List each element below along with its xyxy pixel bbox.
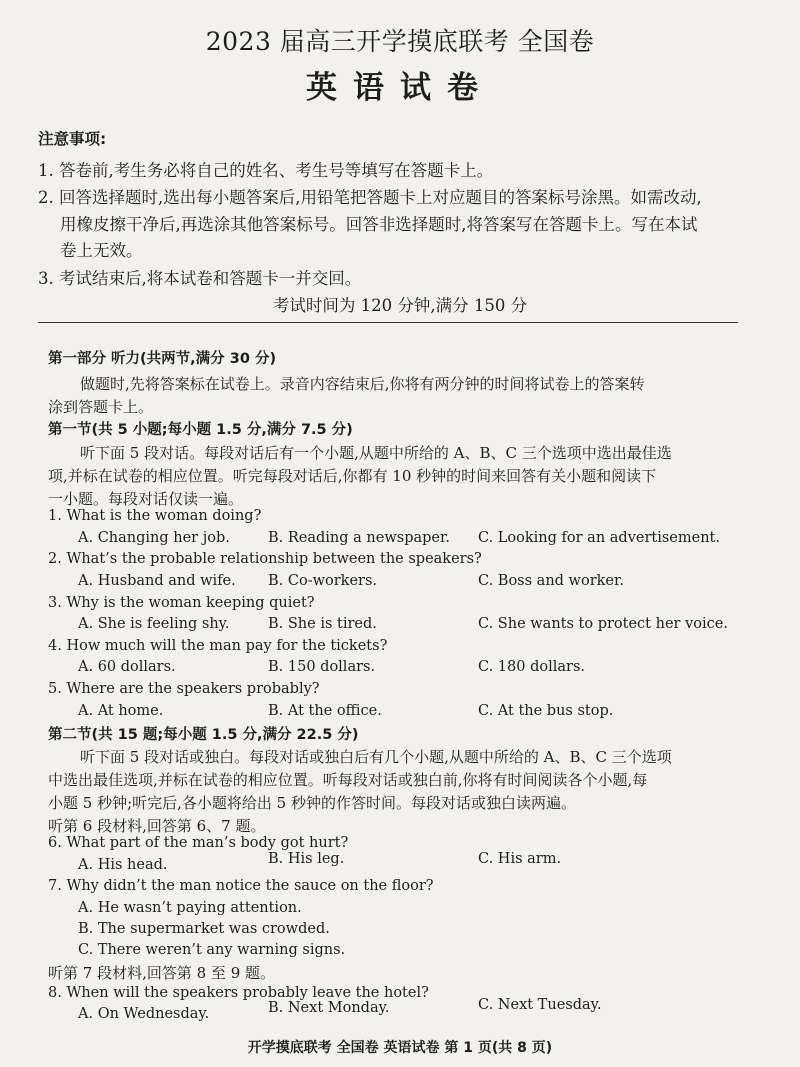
section1-intro-line-1: 听下面 5 段对话。每段对话后有一个小题,从题中所给的 A、B、C 三个选项中选出最佳选 <box>80 444 672 462</box>
q6-option-c: C. His arm. <box>478 851 562 867</box>
question-6: 6. What part of the man’s body got hurt? <box>48 835 349 851</box>
section2-intro-line-1: 听下面 5 段对话或独白。每段对话或独白后有几个小题,从题中所给的 A、B、C 三个选项 <box>80 748 672 766</box>
q2-option-a: A. Husband and wife. <box>78 573 236 589</box>
question-7: 7. Why didn’t the man notice the sauce on the floor? <box>48 878 434 894</box>
divider <box>38 322 738 323</box>
notes-item-2-line-3: 卷上无效。 <box>60 241 143 260</box>
question-5: 5. Where are the speakers probably? <box>48 681 320 697</box>
q1-option-c: C. Looking for an advertisement. <box>478 530 720 546</box>
section2-intro-line-2: 中选出最佳选项,并标在试卷的相应位置。听每段对话或独白前,你将有时间阅读各个小题,每 <box>48 771 648 789</box>
part1-intro-line-2: 涂到答题卡上。 <box>48 398 154 416</box>
question-8: 8. When will the speakers probably leave the hotel? <box>48 985 429 1001</box>
question-3: 3. Why is the woman keeping quiet? <box>48 595 315 611</box>
q6-option-a: A. His head. <box>78 857 168 873</box>
q6-option-b: B. His leg. <box>268 851 345 867</box>
q1-option-a: A. Changing her job. <box>78 530 230 546</box>
exam-time: 考试时间为 120 分钟,满分 150 分 <box>272 296 528 315</box>
part1-heading: 第一部分 听力(共两节,满分 30 分) <box>48 351 277 367</box>
notes-item-2-line-2: 用橡皮擦干净后,再选涂其他答案标号。回答非选择题时,将答案写在答题卡上。写在本试 <box>60 215 698 234</box>
notes-heading: 注意事项: <box>38 130 107 148</box>
q5-option-b: B. At the office. <box>268 703 382 719</box>
subject-title: 英语试卷 <box>306 70 494 106</box>
q1-option-b: B. Reading a newspaper. <box>268 530 450 546</box>
q7-option-b: B. The supermarket was crowded. <box>78 921 330 937</box>
q8-option-a: A. On Wednesday. <box>78 1006 210 1022</box>
question-1: 1. What is the woman doing? <box>48 508 262 524</box>
q4-option-a: A. 60 dollars. <box>78 659 176 675</box>
material-6-label: 听第 6 段材料,回答第 6、7 题。 <box>48 817 266 835</box>
section2-heading: 第二节(共 15 题;每小题 1.5 分,满分 22.5 分) <box>48 727 359 743</box>
q3-option-c: C. She wants to protect her voice. <box>478 616 728 632</box>
q8-option-c: C. Next Tuesday. <box>478 997 602 1013</box>
section1-intro-line-3: 一小题。每段对话仅读一遍。 <box>48 490 244 508</box>
material-7-label: 听第 7 段材料,回答第 8 至 9 题。 <box>48 964 276 982</box>
q5-option-a: A. At home. <box>78 703 164 719</box>
section2-intro-line-3: 小题 5 秒钟;听完后,各小题将给出 5 秒钟的作答时间。每段对话或独白读两遍。 <box>48 794 576 812</box>
q4-option-c: C. 180 dollars. <box>478 659 585 675</box>
section1-heading: 第一节(共 5 小题;每小题 1.5 分,满分 7.5 分) <box>48 422 353 438</box>
section1-intro-line-2: 项,并标在试卷的相应位置。听完每段对话后,你都有 10 秒钟的时间来回答有关小题和阅读下 <box>48 467 657 485</box>
page-footer: 开学摸底联考 全国卷 英语试卷 第 1 页(共 8 页) <box>247 1040 553 1056</box>
question-4: 4. How much will the man pay for the tickets? <box>48 638 388 654</box>
q2-option-c: C. Boss and worker. <box>478 573 624 589</box>
notes-item-3: 3. 考试结束后,将本试卷和答题卡一并交回。 <box>38 269 362 288</box>
question-2: 2. What’s the probable relationship between the speakers? <box>48 551 482 567</box>
q7-option-c: C. There weren’t any warning signs. <box>78 942 346 958</box>
notes-item-1: 1. 答卷前,考生务必将自己的姓名、考生号等填写在答题卡上。 <box>38 161 494 180</box>
q7-option-a: A. He wasn’t paying attention. <box>78 900 302 916</box>
q3-option-a: A. She is feeling shy. <box>78 616 230 632</box>
q2-option-b: B. Co-workers. <box>268 573 378 589</box>
q3-option-b: B. She is tired. <box>268 616 377 632</box>
q8-option-b: B. Next Monday. <box>268 1000 390 1016</box>
exam-title: 2023 届高三开学摸底联考 全国卷 <box>205 27 595 56</box>
notes-item-2-line-1: 2. 回答选择题时,选出每小题答案后,用铅笔把答题卡上对应题目的答案标号涂黑。如需改动, <box>38 188 702 207</box>
part1-intro-line-1: 做题时,先将答案标在试卷上。录音内容结束后,你将有两分钟的时间将试卷上的答案转 <box>80 375 645 393</box>
q5-option-c: C. At the bus stop. <box>478 703 614 719</box>
q4-option-b: B. 150 dollars. <box>268 659 376 675</box>
